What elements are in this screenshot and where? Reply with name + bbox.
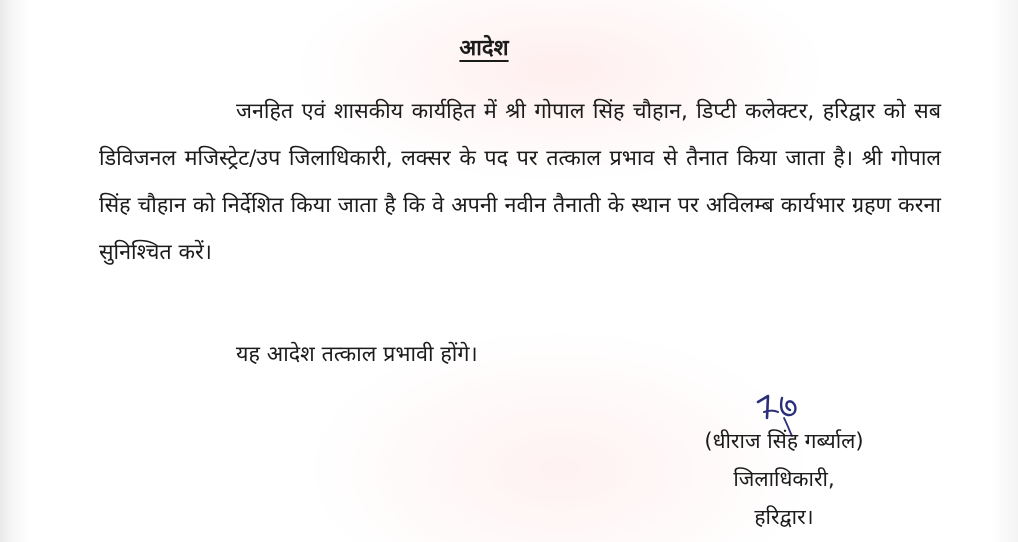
signature-block (674, 422, 894, 536)
order-body-paragraph: जनहित एवं शासकीय कार्यहित में श्री गोपाल सिंह चौहान, डिप्टी कलेक्टर, हरिद्वार को सब डिविजनल मजिस्ट्रेट/उप जिलाधिकारी, लक्सर के पद पर तत्काल प्रभाव से तैनात किया जाता है। श्री गोपाल सिंह चौहान को निर्देशित किया जाता है कि वे अपनी नवीन तैनाती के स्थान पर अविलम्ब कार्यभार ग्रहण करना सुनिश्चित करें। (99, 99, 941, 265)
signatory-name: (धीराज सिंह गर्ब्याल) (704, 429, 864, 453)
order-title: आदेश (459, 36, 509, 61)
signatory-designation: जिलाधिकारी, (733, 467, 835, 491)
signatory-location: हरिद्वार। (754, 505, 814, 529)
order-effect-line: यह आदेश तत्काल प्रभावी होंगे। (236, 342, 478, 367)
order-heading (0, 32, 968, 62)
